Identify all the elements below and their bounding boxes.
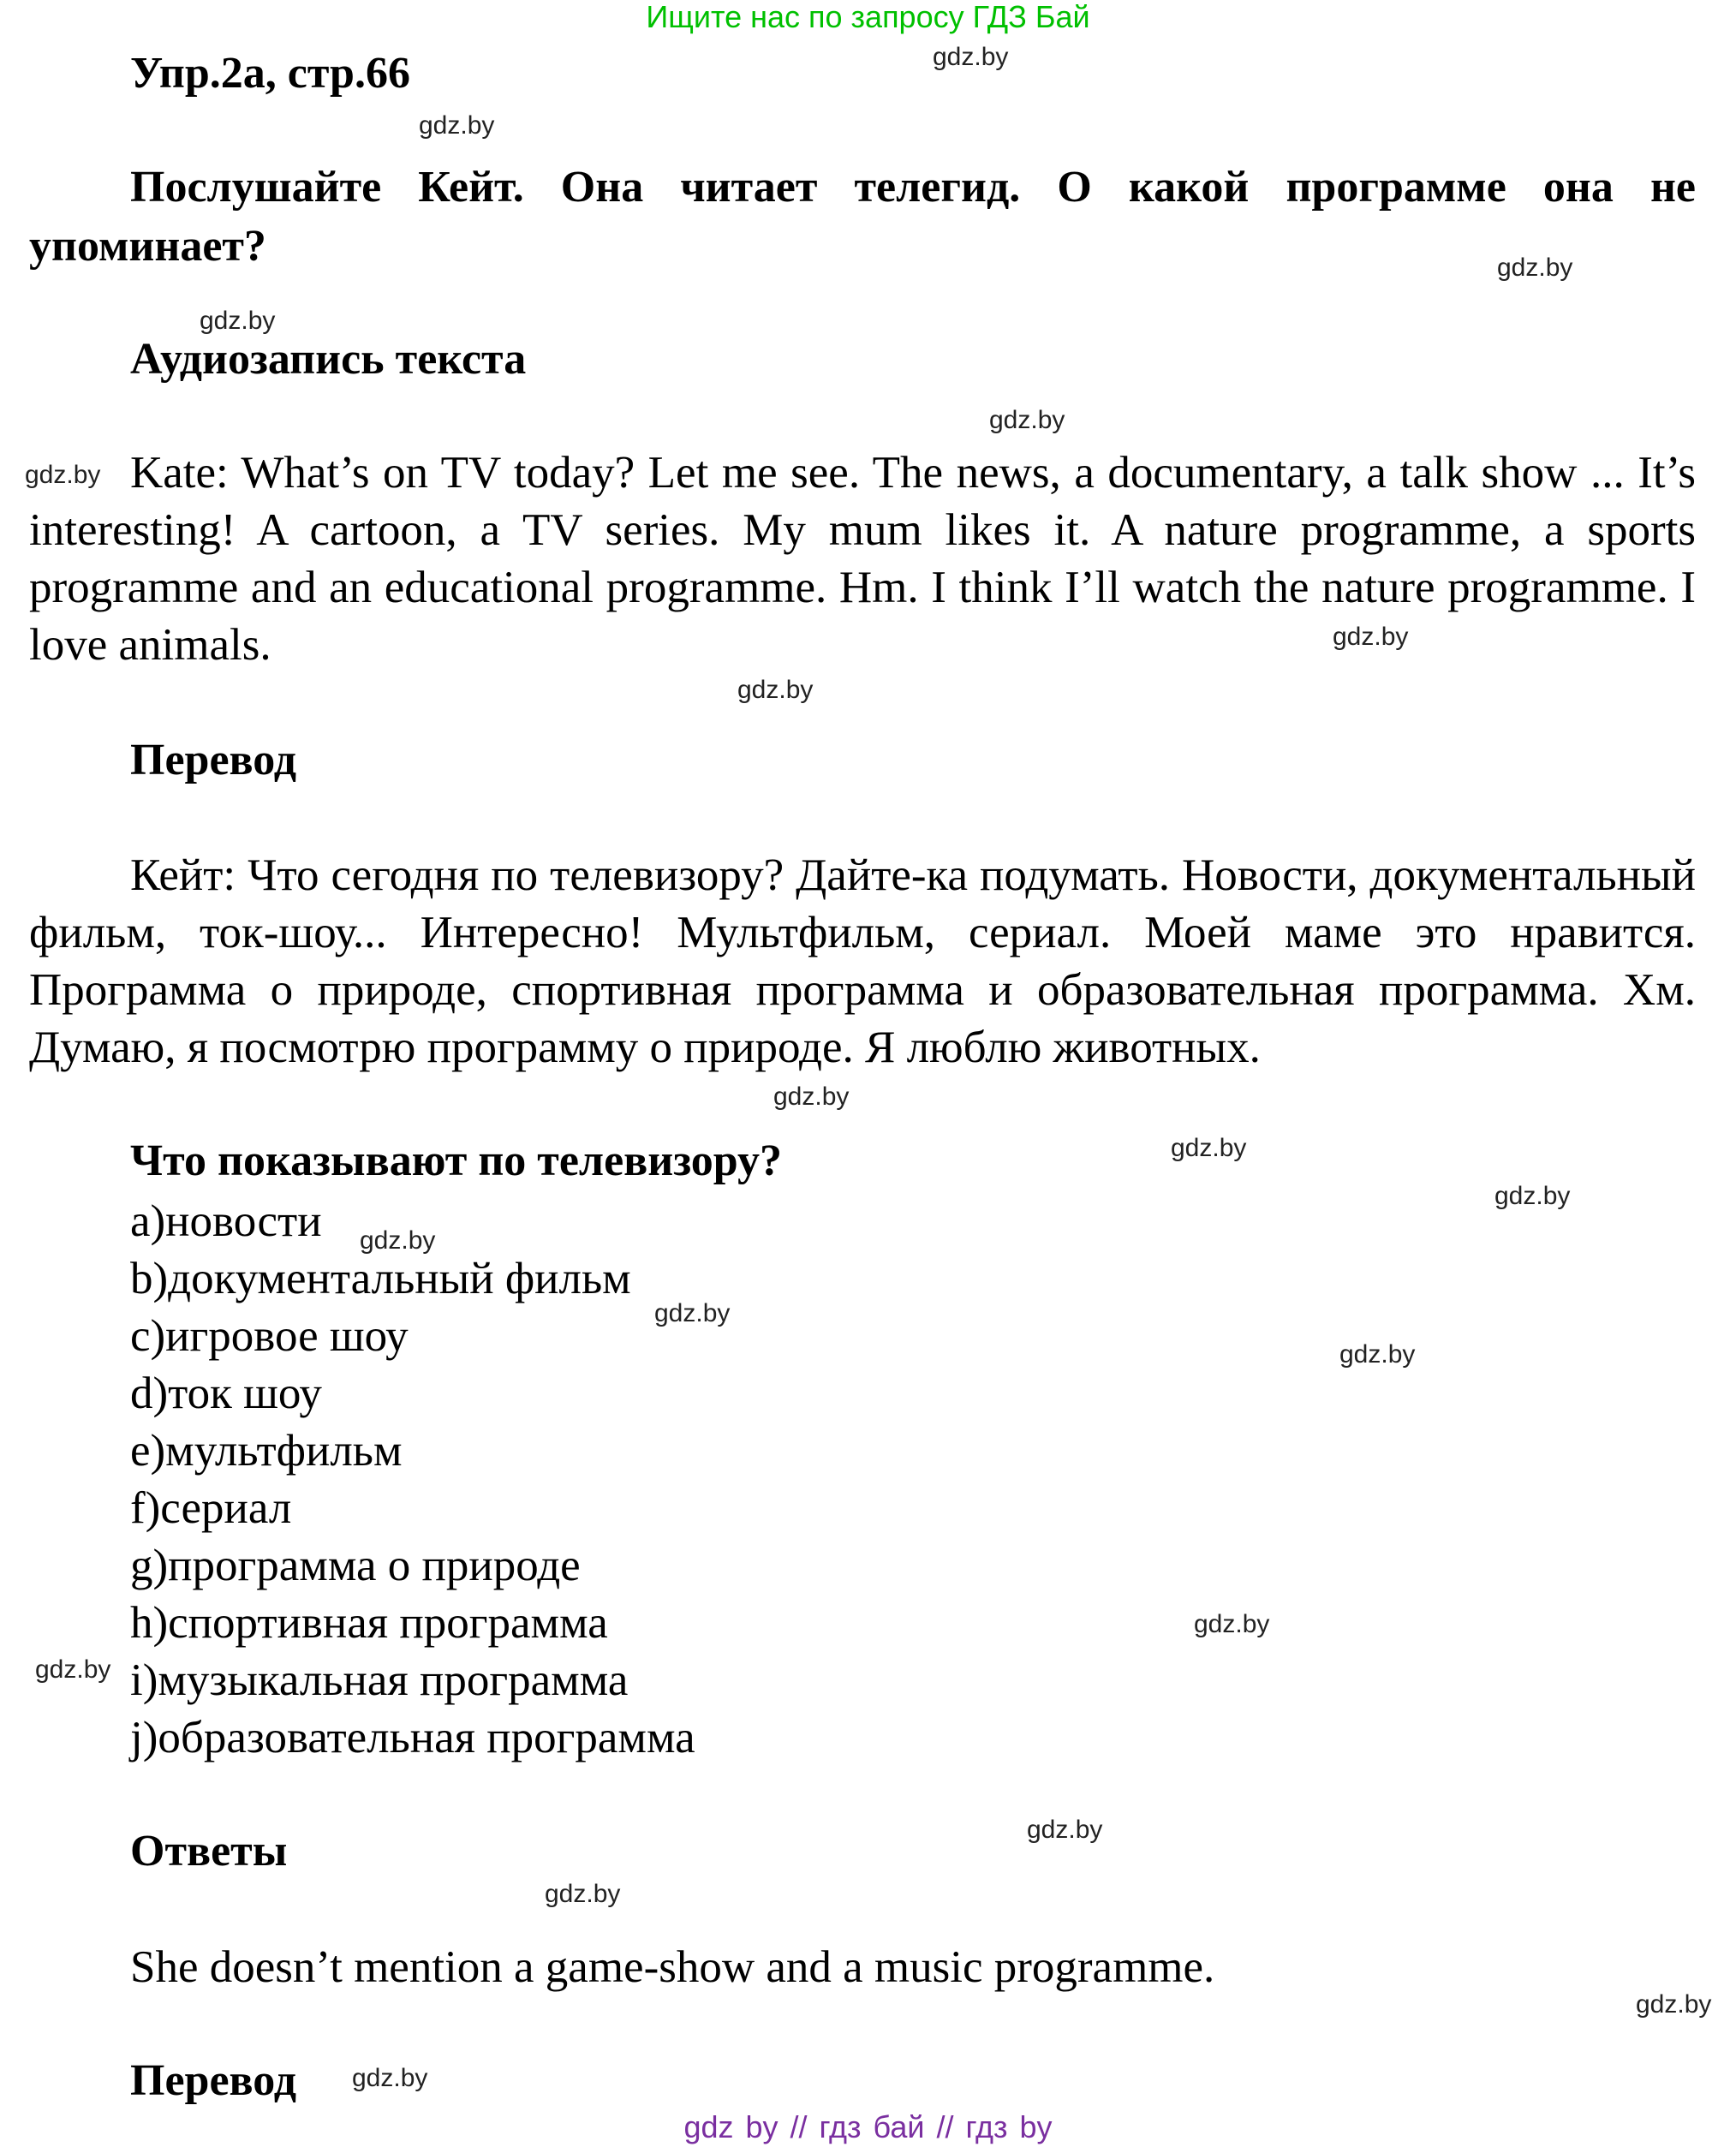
audio-transcript: Kate: What’s on TV today? Let me see. The news, a documentary, a talk show ... It’s interesting! A cartoon, a TV series. My mum likes it. A nature programme, a sports programme and an educational programme. Hm. I think I’ll watch the nature programme. I love animals. <box>29 448 1696 670</box>
watermark: gdz.by <box>1636 1990 1712 2019</box>
option-item: b)документальный фильм <box>130 1254 631 1303</box>
option-item: h)спортивная программа <box>130 1598 608 1648</box>
watermark: gdz.by <box>25 461 101 489</box>
watermark: gdz.by <box>1339 1340 1416 1369</box>
watermark: gdz.by <box>933 43 1009 71</box>
watermark: gdz.by <box>352 2064 428 2092</box>
option-item: d)ток шоу <box>130 1369 322 1418</box>
watermark: gdz.by <box>773 1082 850 1111</box>
watermark: gdz.by <box>360 1226 436 1255</box>
watermark: gdz.by <box>654 1299 731 1327</box>
watermark: gdz.by <box>1194 1610 1270 1638</box>
option-item: i)музыкальная программа <box>130 1655 629 1705</box>
watermark: gdz.by <box>35 1655 111 1684</box>
option-item: a)новости <box>130 1196 322 1246</box>
exercise-title: Упр.2а, стр.66 <box>130 49 410 98</box>
watermark: gdz.by <box>1171 1134 1247 1162</box>
top-banner: Ищите нас по запросу ГДЗ Бай <box>646 0 1090 34</box>
question-heading: Что показывают по телевизору? <box>130 1136 783 1185</box>
watermark: gdz.by <box>200 307 276 335</box>
watermark: gdz.by <box>989 406 1065 434</box>
answer-translation-heading: Перевод <box>130 2056 297 2105</box>
options-list <box>130 1193 695 1767</box>
translation-heading: Перевод <box>130 736 297 784</box>
answer-text: She doesn’t mention a game-show and a music programme. <box>130 1942 1215 1992</box>
option-item: j)образовательная программа <box>130 1713 695 1762</box>
watermark: gdz.by <box>419 111 495 140</box>
watermark: gdz.by <box>1027 1816 1103 1844</box>
option-item: f)сериал <box>130 1483 292 1533</box>
option-item: c)игровое шоу <box>130 1311 409 1361</box>
watermark: gdz.by <box>1494 1182 1571 1210</box>
answers-heading: Ответы <box>130 1827 288 1876</box>
option-item: g)программа о природе <box>130 1541 581 1590</box>
option-item: e)мультфильм <box>130 1426 403 1476</box>
watermark: gdz.by <box>737 676 814 704</box>
audio-heading: Аудиозапись текста <box>130 335 527 384</box>
watermark: gdz.by <box>545 1880 621 1908</box>
task-text: Послушайте Кейт. Она читает телегид. О какой программе она не упоминает? <box>29 163 1696 271</box>
watermark: gdz.by <box>1333 623 1409 651</box>
translation-text: Кейт: Что сегодня по телевизору? Дайте-ка подумать. Новости, документальный фильм, ток-шоу... Интересно! Мультфильм, сериал. Моей маме это нравится. Программа о природе, спортивная программа и образовательная программа. Хм. Думаю, я посмотрю программу о природе. Я люблю животных. <box>29 850 1696 1072</box>
footer-links: gdz by // гдз бай // гдз by <box>683 2109 1053 2144</box>
watermark: gdz.by <box>1497 253 1573 282</box>
